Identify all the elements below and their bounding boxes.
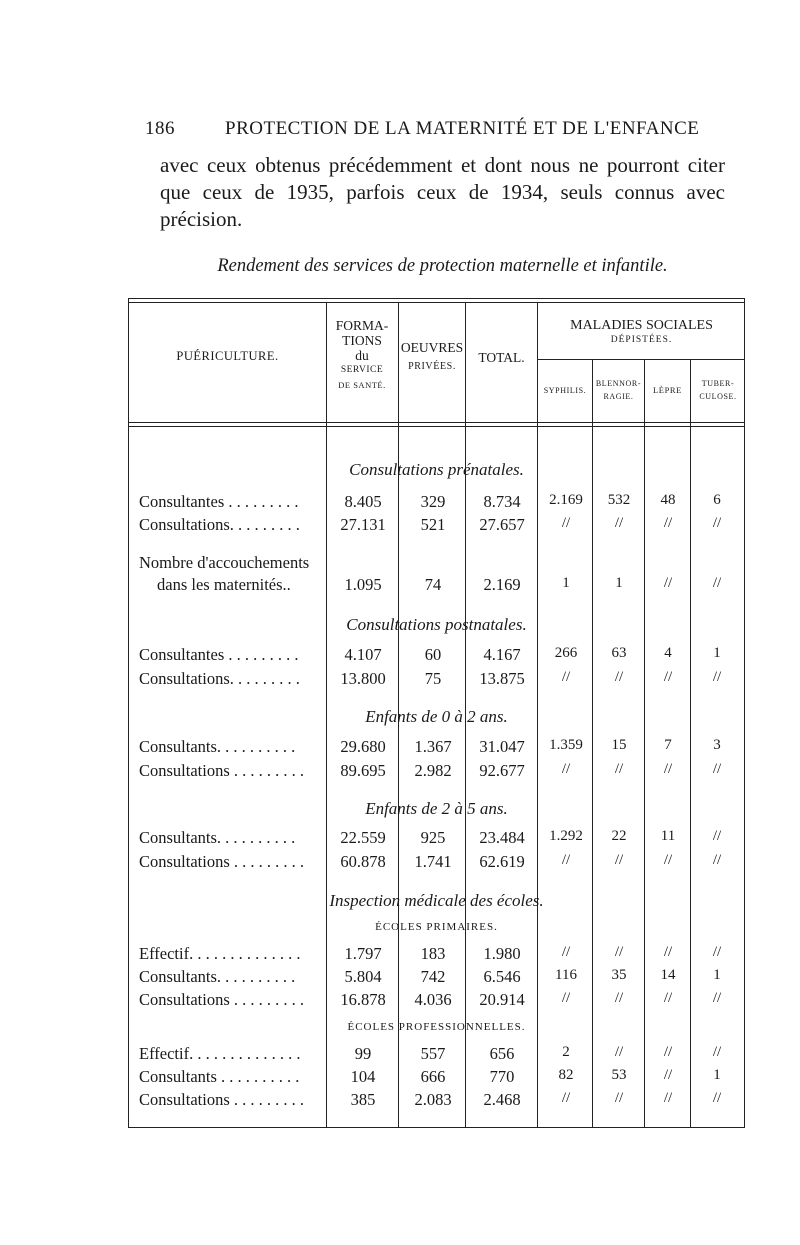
cell-tuberculose: // [712,761,722,777]
cell-oeuvres: 60 [424,645,442,664]
row-label: Effectif. . . . . . . . . . . . . . [139,1044,301,1063]
cell-blennorragie: 15 [611,737,627,753]
cell-formations: 60.878 [340,852,386,871]
cell-blennorragie: // [614,990,624,1006]
cell-formations: 13.800 [340,669,386,688]
cell-lepre: // [663,1090,673,1106]
cell-tuberculose: // [712,990,722,1006]
cell-formations: 22.559 [340,828,386,847]
header-formations: FORMA- TIONS du SERVICE DE SANTÉ. [335,318,389,390]
header-tuberculose: TUBER- CULOSE. [699,379,737,401]
header-bottom-rule [128,422,745,423]
row-label: Consultations . . . . . . . . . [139,990,305,1009]
section-title-inspection: Inspection médicale des écoles. [329,891,544,910]
table-row [0,828,800,850]
table-row [0,990,800,1012]
row-label-accouchements-line1: Nombre d'accouchements [139,553,310,572]
cell-blennorragie: // [614,1090,624,1106]
cell-tuberculose: // [712,1044,722,1060]
section-title-enfants-2-5: Enfants de 2 à 5 ans. [365,799,508,818]
cell-syphilis: 82 [558,1067,574,1083]
intro-paragraph: avec ceux obtenus précédemment et dont nous ne pourront citer que ceux de 1935, parfois ceux de 1934, seuls connus avec précision. [160,153,725,231]
page-number: 186 [145,118,175,139]
cell-syphilis: 116 [555,967,577,983]
section-title-enfants-0-2: Enfants de 0 à 2 ans. [365,707,508,726]
header-maladies: MALADIES SOCIALES DÉPISTÉES. [570,318,713,345]
cell-lepre: // [663,990,673,1006]
cell-oeuvres: 1.367 [414,737,452,756]
row-label: Consultantes . . . . . . . . . [139,645,299,664]
cell-blennorragie: 63 [611,645,627,661]
cell-blennorragie: 22 [611,828,627,844]
cell-lepre: // [663,761,673,777]
cell-tuberculose: 1 [713,645,721,661]
cell-blennorragie: 532 [607,492,631,508]
table-row [0,669,800,691]
cell-blennorragie: 1 [615,575,623,591]
cell-total: 4.167 [483,645,521,664]
cell-formations: 29.680 [340,737,386,756]
table-row [0,515,800,537]
cell-lepre: 11 [660,828,676,844]
row-label: Consultations . . . . . . . . . [139,852,305,871]
running-head [145,118,735,140]
cell-blennorragie: 53 [611,1067,627,1083]
cell-oeuvres: 2.083 [414,1090,452,1109]
cell-lepre: // [663,669,673,685]
cell-syphilis: // [561,990,571,1006]
cell-total: 31.047 [479,737,525,756]
cell-formations: 104 [350,1067,376,1086]
row-label: Consultantes . . . . . . . . . [139,492,299,511]
cell-lepre: 7 [664,737,672,753]
row-label: Effectif. . . . . . . . . . . . . . [139,944,301,963]
maladies-rule [538,359,745,360]
table-row [0,645,800,667]
cell-oeuvres: 1.741 [414,852,452,871]
cell-tuberculose: 1 [713,1067,721,1083]
table-row [0,492,800,514]
cell-tuberculose: // [712,828,722,844]
row-label: Consultations . . . . . . . . . [139,761,305,780]
cell-tuberculose: // [712,1090,722,1106]
cell-total: 23.484 [479,828,525,847]
cell-syphilis: 2 [562,1044,570,1060]
table-row [0,737,800,759]
cell-tuberculose: 1 [713,967,721,983]
cell-formations: 385 [350,1090,376,1109]
header-oeuvres: OEUVRES PRIVÉES. [400,340,464,372]
row-label: Consultants. . . . . . . . . . [139,737,296,756]
cell-formations: 16.878 [340,990,386,1009]
cell-total: 62.619 [479,852,525,871]
cell-tuberculose: // [712,944,722,960]
cell-total: 2.169 [483,575,521,594]
table-row [0,944,800,966]
cell-syphilis: // [561,669,571,685]
header-total: TOTAL. [478,350,525,365]
cell-oeuvres: 666 [420,1067,446,1086]
cell-formations: 89.695 [340,761,386,780]
cell-blennorragie: // [614,515,624,531]
cell-formations: 27.131 [340,515,386,534]
cell-oeuvres: 75 [424,669,442,688]
cell-total: 92.677 [479,761,525,780]
cell-blennorragie: // [614,944,624,960]
cell-formations: 99 [354,1044,372,1063]
row-label: Consultants. . . . . . . . . . [139,828,296,847]
cell-lepre: 14 [660,967,676,983]
section-title-postnatales: Consultations postnatales. [346,615,527,634]
cell-formations: 1.095 [344,575,382,594]
cell-oeuvres: 742 [420,967,446,986]
cell-tuberculose: 3 [713,737,721,753]
cell-lepre: // [663,515,673,531]
cell-lepre: // [663,852,673,868]
cell-total: 6.546 [483,967,521,986]
cell-blennorragie: // [614,852,624,868]
cell-lepre: 48 [660,492,676,508]
header-bottom-rule-2 [128,426,745,427]
row-label: Consultants . . . . . . . . . . [139,1067,300,1086]
cell-oeuvres: 4.036 [414,990,452,1009]
cell-total: 27.657 [479,515,525,534]
cell-syphilis: 1.359 [549,737,583,753]
header-syphilis: SYPHILIS. [543,386,587,395]
cell-formations: 4.107 [344,645,382,664]
row-label: Consultations. . . . . . . . . [139,515,300,534]
cell-tuberculose: // [712,575,722,591]
cell-oeuvres: 183 [420,944,446,963]
cell-oeuvres: 74 [424,575,442,594]
header-blennorragie: BLENNOR- RAGIE. [595,379,642,401]
cell-total: 1.980 [483,944,521,963]
cell-oeuvres: 329 [420,492,446,511]
cell-total: 2.468 [483,1090,521,1109]
cell-syphilis: // [561,761,571,777]
table-row [0,761,800,783]
cell-tuberculose: 6 [713,492,721,508]
cell-oeuvres: 925 [420,828,446,847]
table-row [0,1067,800,1089]
cell-oeuvres: 521 [420,515,446,534]
cell-total: 13.875 [479,669,525,688]
table-row [0,1044,800,1066]
table-row [0,575,800,597]
cell-blennorragie: // [614,761,624,777]
section-title-prenatales: Consultations prénatales. [349,460,524,479]
cell-tuberculose: // [712,669,722,685]
cell-syphilis: // [561,944,571,960]
cell-tuberculose: // [712,515,722,531]
cell-total: 656 [489,1044,515,1063]
cell-syphilis: 266 [554,645,578,661]
row-label: Consultations. . . . . . . . . [139,669,300,688]
cell-syphilis: 2.169 [549,492,583,508]
cell-lepre: 4 [664,645,672,661]
cell-formations: 1.797 [344,944,382,963]
subsection-title-professionnelles: ÉCOLES PROFESSIONNELLES. [347,1021,526,1033]
cell-lepre: // [663,575,673,591]
table-row [0,967,800,989]
cell-total: 20.914 [479,990,525,1009]
row-label: dans les maternités.. [157,575,291,594]
cell-formations: 5.804 [344,967,382,986]
row-label: Consultants. . . . . . . . . . [139,967,296,986]
cell-oeuvres: 2.982 [414,761,452,780]
cell-lepre: // [663,1044,673,1060]
header-lepre: LÈPRE [653,385,682,395]
cell-tuberculose: // [712,852,722,868]
cell-total: 8.734 [483,492,521,511]
cell-syphilis: // [561,1090,571,1106]
cell-blennorragie: // [614,669,624,685]
header-puericulture: PUÉRICULTURE. [176,349,279,363]
cell-lepre: // [663,944,673,960]
cell-lepre: // [663,1067,673,1083]
cell-syphilis: // [561,515,571,531]
cell-total: 770 [489,1067,515,1086]
cell-syphilis: // [561,852,571,868]
cell-formations: 8.405 [344,492,382,511]
header-top-rule [128,302,745,303]
table-caption: Rendement des services de protection maternelle et infantile. [217,256,668,276]
running-title: PROTECTION DE LA MATERNITÉ ET DE L'ENFANCE [225,118,700,139]
row-label: Consultations . . . . . . . . . [139,1090,305,1109]
table-row [0,1090,800,1112]
cell-syphilis: 1 [562,575,570,591]
cell-blennorragie: // [614,1044,624,1060]
subsection-title-primaires: ÉCOLES PRIMAIRES. [375,921,498,933]
cell-blennorragie: 35 [611,967,627,983]
table-row [0,852,800,874]
cell-oeuvres: 557 [420,1044,446,1063]
cell-syphilis: 1.292 [549,828,583,844]
